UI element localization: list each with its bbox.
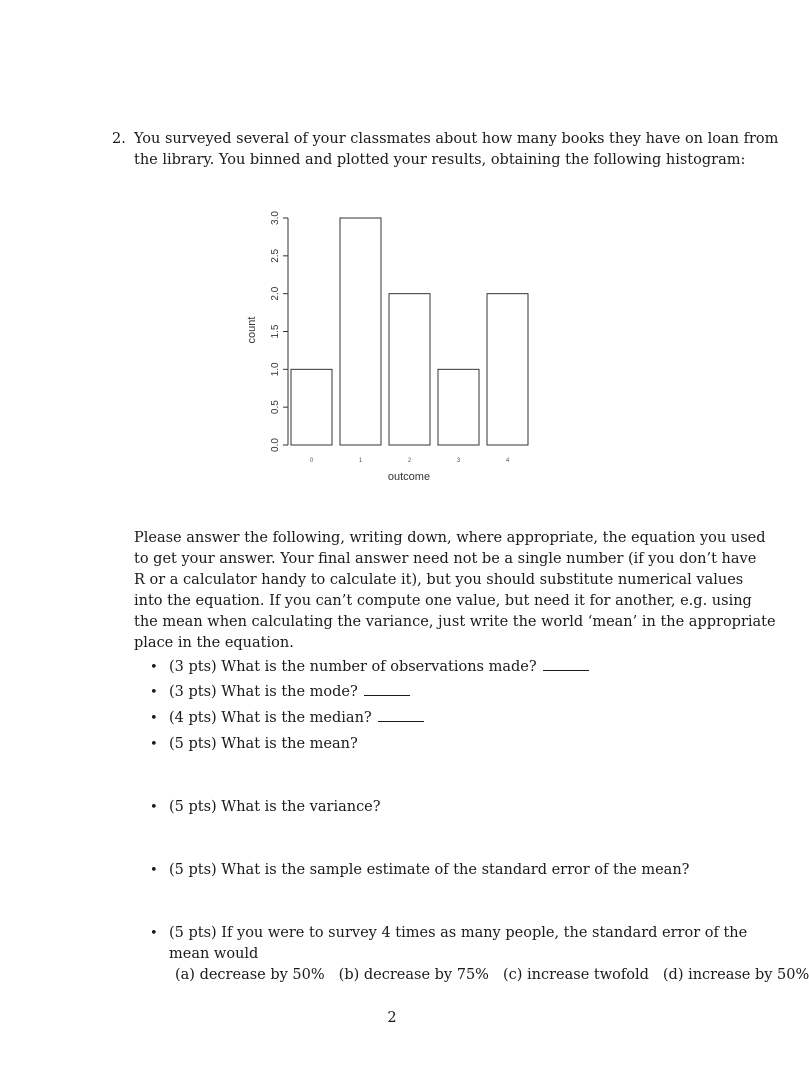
y-axis-label: count: [246, 316, 258, 344]
y-tick-label: 0.5: [270, 400, 281, 415]
x-tick-label: 4: [505, 458, 510, 464]
histogram-chart: [230, 200, 560, 490]
bullet: •: [150, 800, 158, 815]
question-prompt-line: the library. You binned and plotted your results, obtaining the following histogram:: [134, 152, 746, 168]
answer-blank[interactable]: [364, 683, 410, 696]
instructions-line: Please answer the following, writing down, where appropriate, the equation you used: [134, 530, 766, 546]
answer-blank[interactable]: [378, 709, 424, 722]
bullet: •: [150, 737, 158, 752]
question-text: (3 pts) What is the mode?: [169, 684, 358, 700]
x-tick-label: 0: [309, 458, 314, 464]
y-tick-label: 1.0: [270, 362, 281, 377]
option-d[interactable]: (d) increase by 50%: [662, 967, 809, 983]
histogram-bar: [487, 294, 528, 445]
bullet: •: [150, 660, 158, 675]
x-tick-label: 1: [358, 458, 363, 464]
instructions-line: place in the equation.: [134, 635, 294, 651]
question-text: (5 pts) If you were to survey 4 times as many people, the standard error of the: [169, 925, 748, 941]
y-tick-label: 2.5: [270, 248, 281, 263]
x-tick-label: 3: [456, 458, 461, 464]
x-axis: [310, 458, 510, 464]
histogram-bar: [389, 294, 430, 445]
histogram-bars: [291, 218, 528, 445]
instructions: [134, 528, 776, 654]
question-text: mean would: [169, 946, 259, 962]
question-text: (5 pts) What is the sample estimate of the standard error of the mean?: [169, 862, 690, 878]
y-tick-label: 3.0: [270, 211, 281, 225]
option-a[interactable]: (a) decrease by 50%: [175, 967, 325, 983]
question-text: (4 pts) What is the median?: [169, 710, 372, 726]
instructions-line: into the equation. If you can’t compute one value, but need it for another, e.g. using: [134, 593, 752, 609]
instructions-line: R or a calculator handy to calculate it), but you should substitute numerical values: [134, 572, 744, 588]
bullet: •: [150, 926, 158, 941]
option-c[interactable]: (c) increase twofold: [502, 967, 649, 983]
y-tick-label: 2.0: [270, 286, 281, 301]
answer-blank[interactable]: [543, 658, 589, 671]
answer-options: [175, 965, 809, 986]
histogram-bar: [438, 369, 479, 445]
bullet: •: [150, 711, 158, 726]
question-number: 2.: [112, 131, 126, 147]
question-prompt-line: You surveyed several of your classmates about how many books they have on loan from: [134, 131, 779, 147]
question-text: (5 pts) What is the variance?: [169, 799, 381, 815]
option-b[interactable]: (b) decrease by 75%: [338, 967, 489, 983]
page-number: 2: [387, 1010, 397, 1026]
y-tick-label: 1.5: [270, 324, 281, 339]
question-prompt: [134, 129, 779, 171]
y-tick-label: 0.0: [270, 438, 281, 452]
x-tick-label: 2: [407, 458, 412, 464]
bullet: •: [150, 863, 158, 878]
x-axis-label: outcome: [387, 471, 431, 483]
instructions-line: to get your answer. Your final answer need not be a single number (if you don’t have: [134, 551, 757, 567]
histogram-bar: [291, 369, 332, 445]
y-axis: [270, 211, 288, 452]
question-text: (5 pts) What is the mean?: [169, 736, 358, 752]
instructions-line: the mean when calculating the variance, just write the world ‘mean’ in the appropriate: [134, 614, 776, 630]
histogram-bar: [340, 218, 381, 445]
question-text: (3 pts) What is the number of observations made?: [169, 659, 537, 675]
bullet: •: [150, 685, 158, 700]
